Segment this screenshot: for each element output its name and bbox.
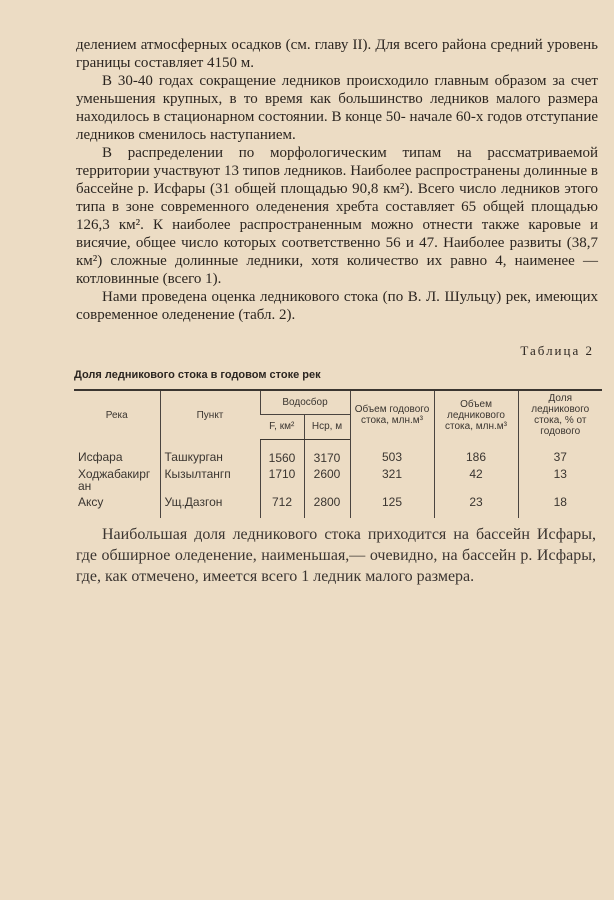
paragraph-2: В 30-40 годах сокращение ледников происходило главным образом за счет уменьшения крупных, в то время как большинство ледников малого размера находилось в стационарном состоянии. В конце 50- начале 60-х годов отступание ледников сменилось наступанием. — [76, 73, 598, 143]
cell-area: 1560 — [260, 439, 304, 466]
cell-annual: 125 — [350, 494, 434, 518]
cell-glacial: 42 — [434, 466, 518, 494]
cell-annual: 321 — [350, 466, 434, 494]
after-table-text — [76, 524, 596, 587]
table-caption: Доля ледникового стока в годовом стоке рек — [74, 369, 321, 381]
paragraph-4: Нами проведена оценка ледникового стока (по В. Л. Шульцу) рек, имеющих современное оледенение (табл. 2). — [76, 289, 598, 323]
cell-share: 18 — [518, 494, 602, 518]
header-height: Hср, м — [304, 415, 350, 439]
cell-annual: 503 — [350, 439, 434, 466]
table-header-row — [74, 390, 602, 415]
header-river: Река — [74, 390, 160, 439]
header-area: F, км² — [260, 415, 304, 439]
cell-glacial: 186 — [434, 439, 518, 466]
table-number: Таблица 2 — [520, 343, 594, 358]
header-catchment: Водосбор — [260, 390, 350, 415]
main-text — [76, 36, 598, 324]
header-annual-volume: Объем годового стока, млн.м³ — [350, 390, 434, 439]
cell-point: Ущ.Дазгон — [160, 494, 260, 518]
cell-river: Ходжабакирган — [78, 466, 151, 493]
cell-river: Аксу — [78, 494, 104, 509]
table-row — [74, 466, 602, 494]
cell-share: 37 — [518, 439, 602, 466]
glacial-runoff-table — [74, 389, 602, 518]
header-glacial-volume: Объем ледникового стока, млн.м³ — [434, 390, 518, 439]
table-row — [74, 494, 602, 518]
cell-point: Ташкурган — [160, 439, 260, 466]
cell-height: 3170 — [304, 439, 350, 466]
cell-river: Исфара — [78, 450, 123, 464]
cell-height: 2800 — [304, 494, 350, 518]
cell-area: 712 — [260, 494, 304, 518]
cell-point: Кызылтангп — [160, 466, 260, 494]
paragraph-1: делением атмосферных осадков (см. главу II). Для всего района средний уровень границы составляет 4150 м. — [76, 37, 598, 71]
cell-height: 2600 — [304, 466, 350, 494]
header-share: Доля ледникового стока, % от годового — [518, 390, 602, 439]
header-point: Пункт — [160, 390, 260, 439]
paragraph-after-table: Наибольшая доля ледникового стока приходится на бассейн Исфары, где обширное оледенение, наименьшая,— очевидно, на бассейн р. Исфары, где, как отмечено, имеется всего 1 ледник малого размера. — [76, 526, 596, 585]
cell-area: 1710 — [260, 466, 304, 494]
cell-glacial: 23 — [434, 494, 518, 518]
table-row — [74, 439, 602, 466]
paragraph-3: В распределении по морфологическим типам на рассматриваемой территории участвуют 13 типов ледников. Наиболее распространены долинные в бассейне р. Исфары (31 общей площадью 90,8 км²). Всего число ледников этого типа в зоне современного оледенения хребта составляет 65 общей площадью 126,3 км². К наиболее распространенным можно отнести также каровые и висячие, общее число которых соответственно 56 и 47. Наиболее развиты (38,7 км²) сложные долинные ледники, хотя количество их равно 4, наименее — котловинные (всего 1). — [76, 145, 598, 287]
cell-share: 13 — [518, 466, 602, 494]
